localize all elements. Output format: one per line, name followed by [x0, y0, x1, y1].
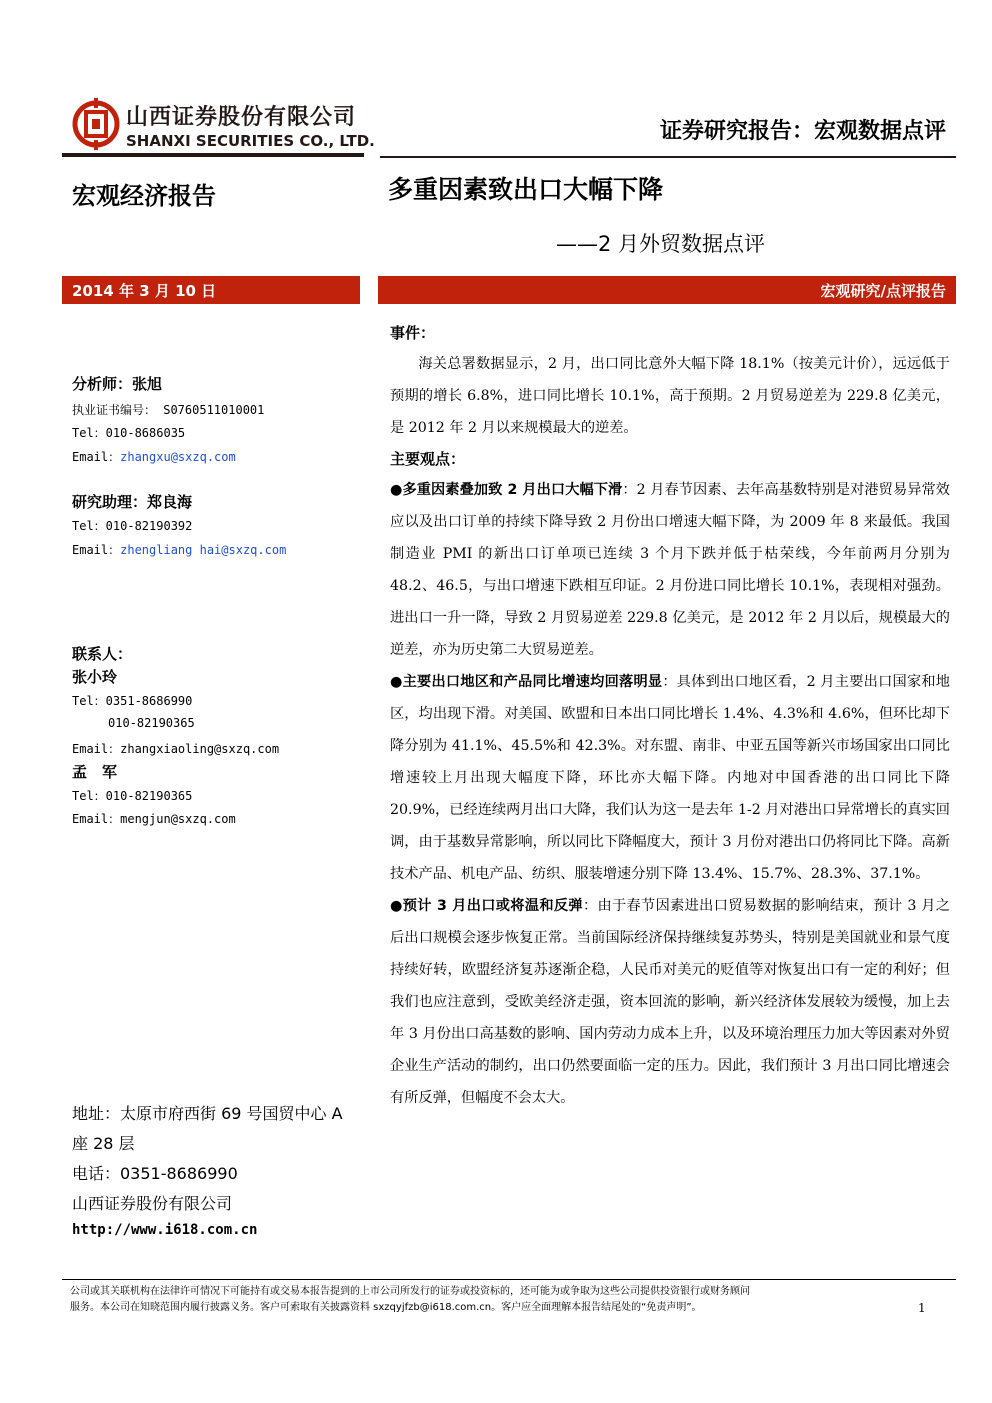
- analyst-cert: 执业证书编号： S0760511010001: [72, 403, 265, 417]
- point-heading: ●多重因素叠加致 2 月出口大幅下滑: [390, 482, 623, 498]
- address-line2: 座 28 层: [72, 1134, 135, 1153]
- contact1-email: Email：zhangxiaoling@sxzq.com: [72, 742, 280, 756]
- disclaimer-line: 服务。本公司在知晓范围内履行披露义务。客户可索取有关披露资料 sxzqyjfzb@i618.com.cn。客户应全面理解本报告结尾处的“免责声明”。: [70, 1302, 702, 1313]
- report-body: [390, 318, 950, 1114]
- page-title: 多重因素致出口大幅下降: [388, 175, 664, 204]
- page-number: 1: [918, 1301, 926, 1315]
- footer-disclaimer: [70, 1284, 930, 1316]
- company-name-footer: 山西证券股份有限公司: [72, 1194, 233, 1213]
- date-bar: [62, 276, 360, 304]
- report-category: 宏观研究/点评报告: [820, 281, 946, 300]
- assistant-label: 研究助理：郑良海: [72, 493, 193, 511]
- header-divider-left: [62, 153, 364, 157]
- category-bar: [378, 276, 956, 304]
- contact2-tel: Tel：010-82190365: [72, 789, 193, 803]
- page-subtitle: ——2 月外贸数据点评: [556, 232, 766, 256]
- contact1-tel1: Tel：0351-8686990: [72, 694, 193, 708]
- address-line1: 地址：太原市府西街 69 号国贸中心 A: [72, 1104, 343, 1123]
- shanxi-securities-logo-icon: [72, 96, 120, 152]
- company-website-link[interactable]: http://www.i618.com.cn: [72, 1222, 258, 1238]
- assistant-email-link[interactable]: zhengliang hai@sxzq.com: [120, 543, 287, 557]
- report-series: 证券研究报告：宏观数据点评: [659, 119, 946, 144]
- point-heading: ●主要出口地区和产品同比增速均回落明显: [390, 674, 663, 690]
- contact2-email: Email：mengjun@sxzq.com: [72, 812, 236, 826]
- header-divider-right: [380, 156, 956, 158]
- analyst-email-link[interactable]: zhangxu@sxzq.com: [120, 450, 236, 464]
- contact1-name: 张小玲: [72, 668, 118, 686]
- point-paragraph: [390, 666, 950, 890]
- company-name-en: SHANXI SECURITIES CO., LTD.: [126, 132, 375, 150]
- point-text: ：具体到出口地区看，2 月主要出口国家和地区，均出现下滑。对美国、欧盟和日本出口同比增长 1.4%、4.3%和 4.6%，但环比却下降分别为 41.1%、45.5%和 42.3%。对东盟、南非、中亚五国等新兴市场国家出口同比增速较上月出现大幅度下降，环比亦大幅下降。内地对中国香港的出口同比下降 20.9%，已经连续两月出口大降，我们认为这一是去年 1-2 月对港出口异常增长的真实回调，由于基数异常影响，所以同比下降幅度大，预计 3 月份对港出口仍将同比下降。高新技术产品、机电产品、纺织、服装增速分别下降 13.4%、15.7%、28.3%、37.1%。: [390, 674, 950, 882]
- contacts-label: 联系人：: [72, 645, 133, 663]
- point-paragraph: [390, 890, 950, 1114]
- report-date: 2014 年 3 月 10 日: [72, 281, 217, 300]
- contact2-name: 孟 军: [72, 763, 118, 781]
- disclaimer-line: 公司或其关联机构在法律许可情况下可能持有或交易本报告提到的上市公司所发行的证券或投资标的，还可能为或争取为这些公司提供投资银行或财务顾问: [70, 1286, 750, 1297]
- point-heading: ●预计 3 月出口或将温和反弹: [390, 898, 583, 914]
- analyst-tel: Tel：010-8686035: [72, 426, 186, 440]
- contact1-tel2: 010-82190365: [108, 716, 195, 730]
- report-type: 宏观经济报告: [72, 182, 216, 210]
- event-heading: 事件：: [390, 324, 436, 342]
- point-text: ：由于春节因素进出口贸易数据的影响结束，预计 3 月之后出口规模会逐步恢复正常。当前国际经济保持继续复苏势头，特别是美国就业和景气度持续好转，欧盟经济复苏逐渐企稳，人民币对美元的贬值等对恢复出口有一定的利好；但我们也应注意到，受欧美经济走强，资本回流的影响，新兴经济体发展较为缓慢，加上去年 3 月份出口高基数的影响、国内劳动力成本上升，以及环境治理压力加大等因素对外贸企业生产活动的制约，出口仍然要面临一定的压力。因此，我们预计 3 月出口同比增速会有所反弹，但幅度不会太大。: [390, 898, 950, 1106]
- event-paragraph: 海关总署数据显示，2 月，出口同比意外大幅下降 18.1%（按美元计价），远远低于预期的增长 6.8%，进口同比增长 10.1%，高于预期。2 月贸易逆差为 229.8 亿美元，是 2012 年 2 月以来规模最大的逆差。: [390, 356, 950, 436]
- assistant-tel: Tel：010-82190392: [72, 519, 193, 533]
- assistant-email-row: [72, 541, 286, 558]
- point-text: ：2 月春节因素、去年高基数特别是对港贸易异常效应以及出口订单的持续下降导致 2 月份出口增速大幅下降，为 2009 年 8 来最低。我国制造业 PMI 的新出口订单项已连续 3 个月下跌并低于枯荣线，今年前两月分别为 48.2、46.5，与出口增速下跌相互印证。2 月份进口同比增长 10.1%，表现相对强劲。进出口一升一降，导致 2 月贸易逆差 229.8 亿美元，是 2012 年 2 月以后，规模最大的逆差，亦为历史第二大贸易逆差。: [390, 482, 950, 658]
- analyst-email-row: [72, 448, 236, 465]
- views-heading: 主要观点：: [390, 450, 466, 468]
- assistant-email-label: Email：: [72, 543, 121, 557]
- company-name-cn: 山西证券股份有限公司: [126, 105, 357, 130]
- company-phone: 电话：0351-8686990: [72, 1164, 238, 1183]
- analyst-label: 分析师：张旭: [72, 375, 163, 393]
- analyst-email-label: Email：: [72, 450, 121, 464]
- footer-divider: [62, 1279, 956, 1280]
- point-paragraph: [390, 474, 950, 666]
